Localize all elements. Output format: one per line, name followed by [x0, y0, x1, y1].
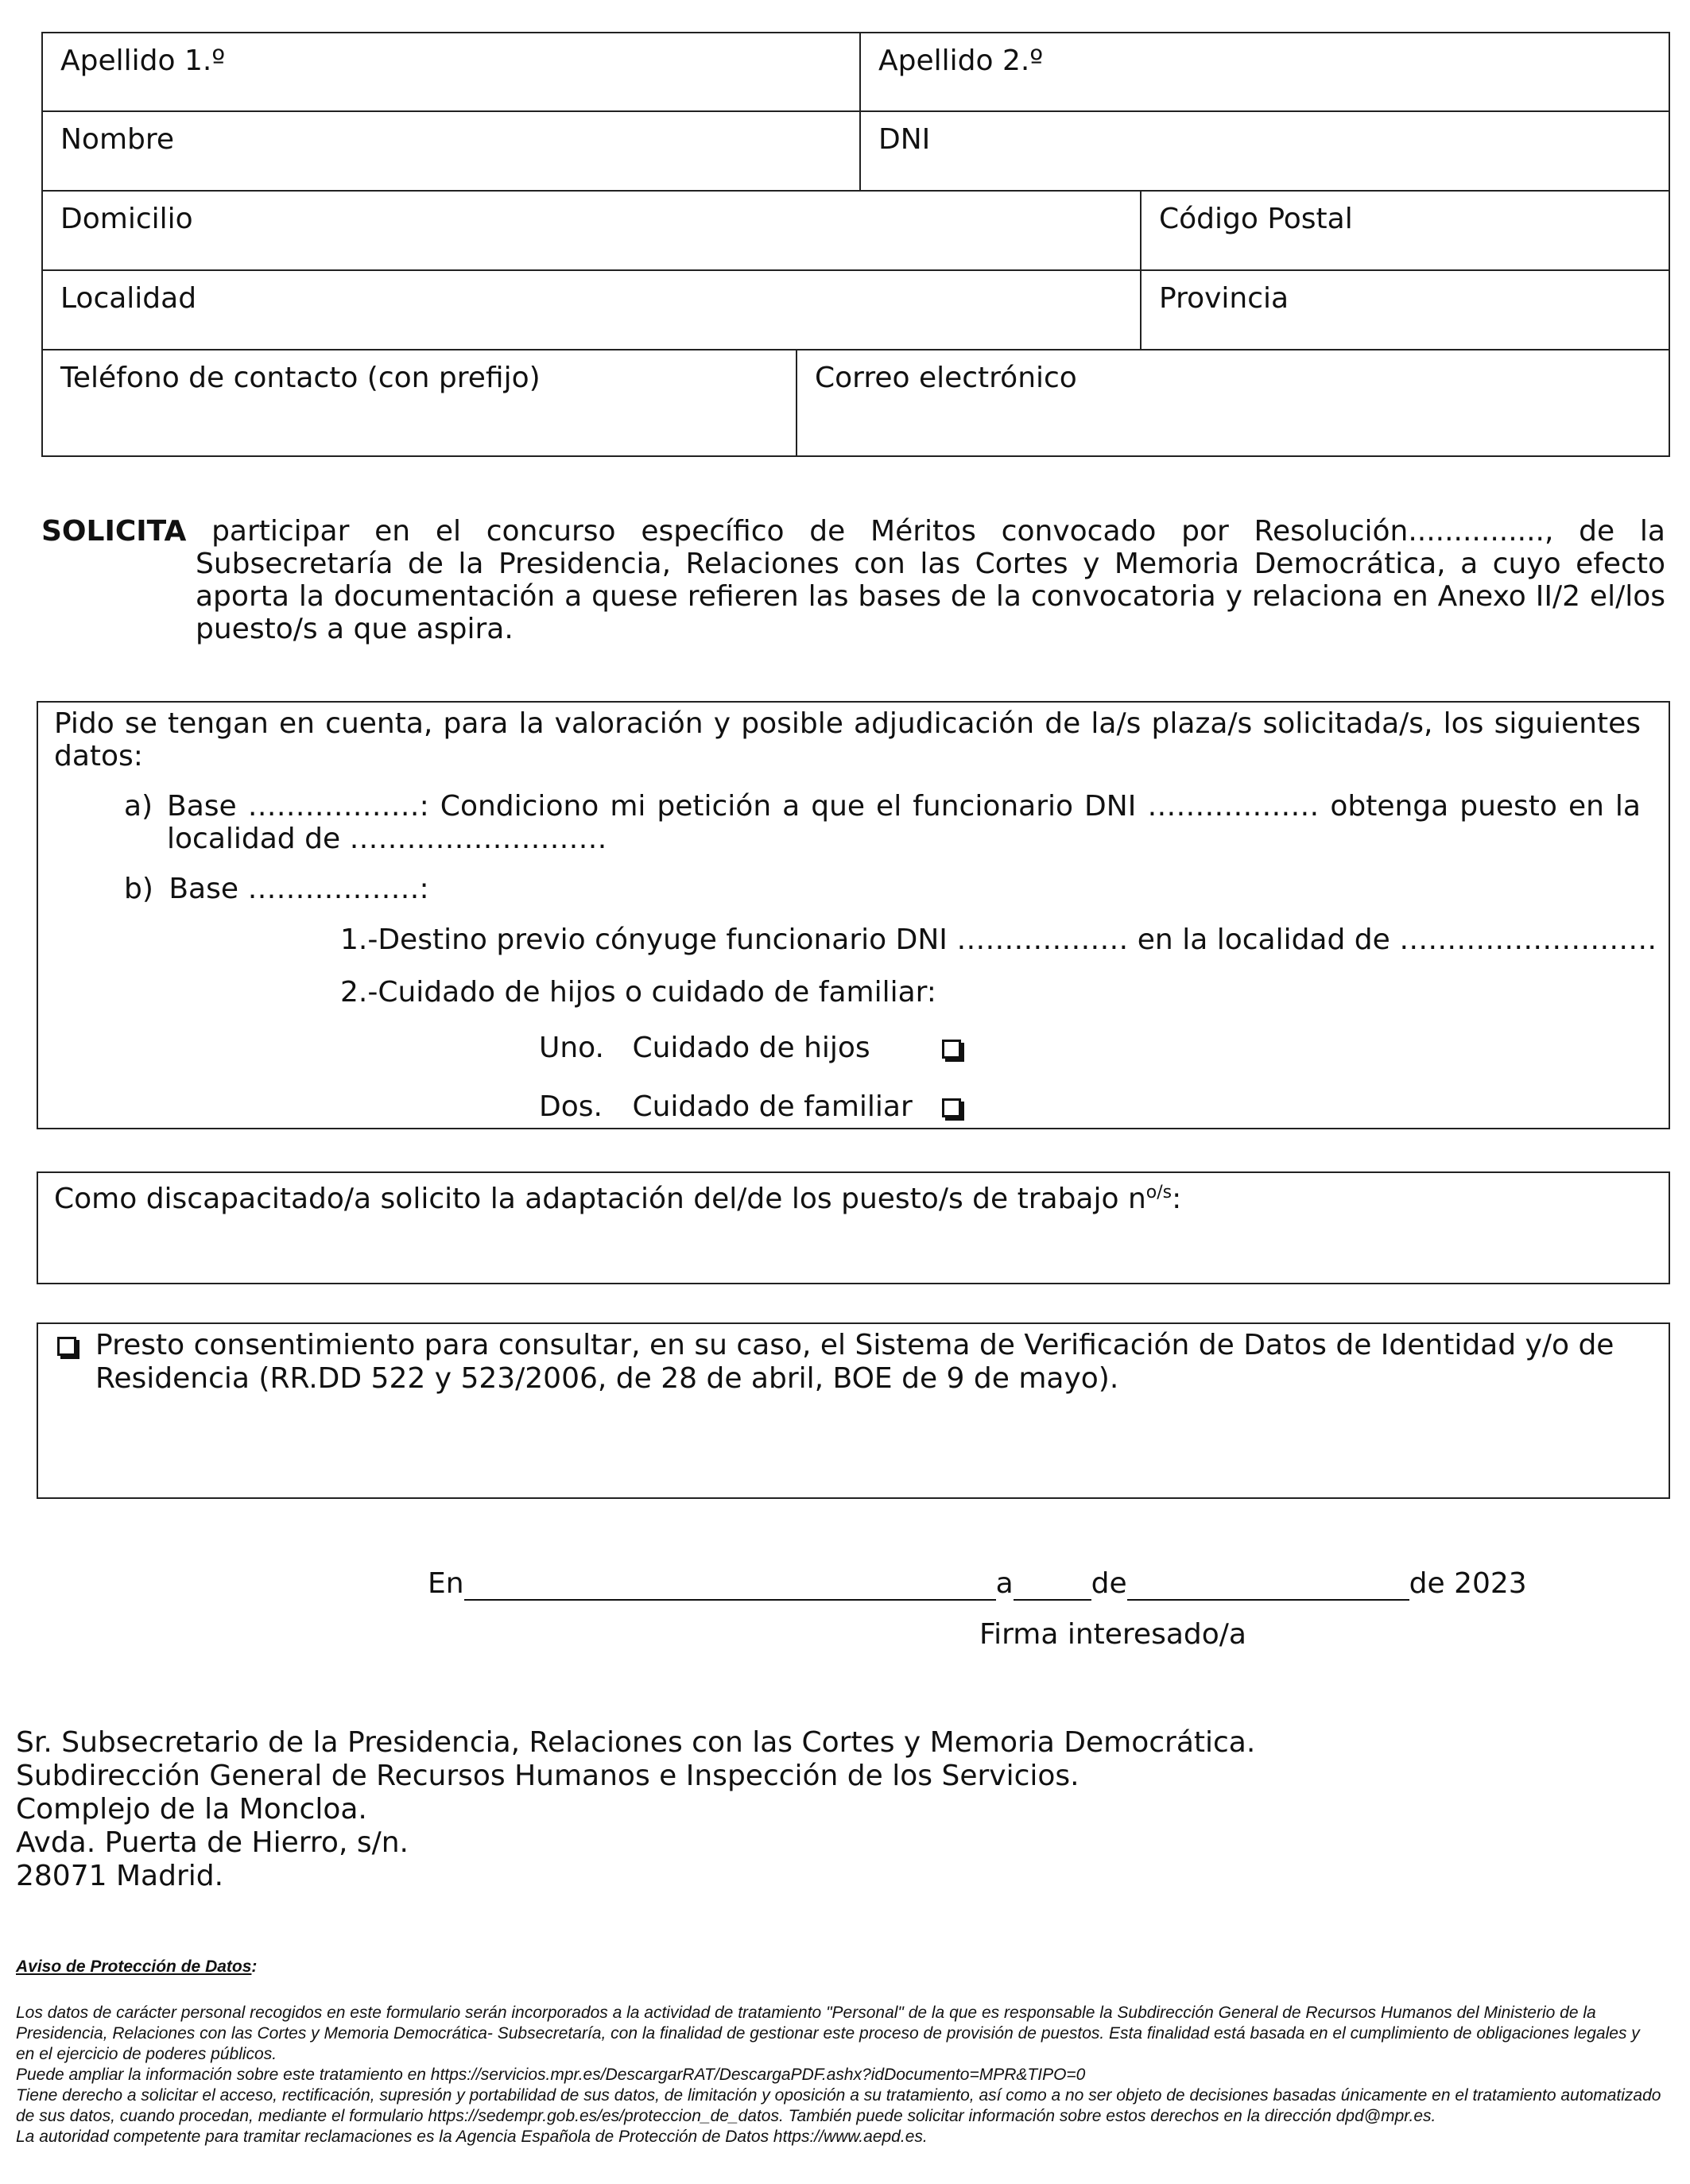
domicilio-label: Domicilio [60, 203, 193, 235]
correo-field[interactable] [796, 349, 1670, 457]
discapacidad-sup: o/s [1145, 1183, 1173, 1202]
dni-field[interactable] [859, 110, 1670, 192]
firma-de: de [1091, 1567, 1127, 1600]
discapacidad-label: Como discapacitado/a solicito la adaptación del/de los puesto/s de trabajo n [54, 1183, 1146, 1215]
codigo-postal-field[interactable] [1140, 190, 1670, 271]
localidad-field[interactable] [41, 269, 1142, 350]
lugar-line[interactable] [464, 1572, 996, 1601]
firma-en: En [428, 1567, 464, 1600]
consentimiento-checkbox[interactable] [57, 1337, 76, 1356]
mes-line[interactable] [1127, 1572, 1409, 1601]
aviso-title-text: Aviso de Protección de Datos [16, 1957, 252, 1976]
cuidado-familiar-checkbox[interactable] [942, 1098, 961, 1117]
datos-box [37, 701, 1670, 1129]
firma-line [428, 1567, 1527, 1601]
aviso-title [16, 1957, 257, 1977]
destinatario-line: Subdirección General de Recursos Humanos e Inspección de los Servicios. [16, 1760, 1080, 1792]
uno-text: Cuidado de hijos [632, 1032, 870, 1064]
aviso-p3: Tiene derecho a solicitar el acceso, rectificación, supresión y portabilidad de sus datos, de limitación y oposición a su tratamiento, así como a no ser objeto de decisiones basadas únicamente en el tratamiento automatizado de sus datos, cuando procedan, mediante el formulario https://sedempr.gob.es/es/proteccion_de_datos. También puede solicitar información sobre estos derechos en la dirección dpd@mpr.es. [16, 2086, 1661, 2125]
discapacidad-colon: : [1172, 1183, 1182, 1215]
dni-label: DNI [878, 123, 931, 156]
firma-a: a [995, 1567, 1014, 1600]
aviso-p4: La autoridad competente para tramitar reclamaciones es la Agencia Española de Protección de Datos https://www.aepd.es. [16, 2128, 928, 2146]
dos-text: Cuidado de familiar [632, 1090, 913, 1123]
destinatario-line: Sr. Subsecretario de la Presidencia, Relaciones con las Cortes y Memoria Democrática. [16, 1726, 1256, 1759]
apellido1-field[interactable] [41, 32, 861, 112]
aviso-p2: Puede ampliar la información sobre este tratamiento en https://servicios.mpr.es/DescargarRAT/DescargaPDF.ashx?idDocumento=MPR&TIPO=0 [16, 2066, 1086, 2084]
apellido2-label: Apellido 2.º [878, 45, 1044, 77]
aviso-p1: Los datos de carácter personal recogidos en este formulario serán incorporados a la actividad de tratamiento "Personal" de la que es responsable la Subdirección General de Recursos Humanos del Ministerio de la Presidencia, Relaciones con las Cortes y Memoria Democrática- Subsecretaría, con la finalidad de gestionar este proceso de provisión de puestos. Esta finalidad está basada en el cumplimiento de obligaciones legales y en el ejercicio de poderes públicos. [16, 2004, 1640, 2063]
provincia-field[interactable] [1140, 269, 1670, 350]
domicilio-field[interactable] [41, 190, 1142, 271]
firma-year: de 2023 [1409, 1567, 1527, 1600]
telefono-label: Teléfono de contacto (con prefijo) [60, 362, 541, 394]
firma-label: Firma interesado/a [979, 1618, 1246, 1651]
nombre-field[interactable] [41, 110, 861, 192]
destinatario [16, 1726, 1255, 1893]
item-b-marker: b) [124, 873, 153, 905]
provincia-label: Provincia [1159, 282, 1289, 315]
destinatario-line: 28071 Madrid. [16, 1860, 224, 1892]
datos-intro: Pido se tengan en cuenta, para la valoración y posible adjudicación de la/s plaza/s solicitada/s, los siguientes datos: [54, 707, 1641, 773]
aviso-title-colon: : [251, 1957, 258, 1976]
uno-label: Uno. [539, 1032, 605, 1064]
destinatario-line: Complejo de la Moncloa. [16, 1793, 367, 1826]
dia-line[interactable] [1014, 1572, 1091, 1601]
apellido1-label: Apellido 1.º [60, 45, 226, 77]
localidad-label: Localidad [60, 282, 197, 315]
apellido2-field[interactable] [859, 32, 1670, 112]
solicita-text: participar en el concurso específico de Méritos convocado por Resolución..............., de la Subsecretaría de la Presidencia, Relaciones con las Cortes y Memoria Democrática, a cuyo efecto aporta la documentación a quese refieren las bases de la convocatoria y relaciona en Anexo II/2 el/los puesto/s a que aspira. [196, 515, 1665, 645]
destinatario-line: Avda. Puerta de Hierro, s/n. [16, 1826, 409, 1859]
correo-label: Correo electrónico [815, 362, 1077, 394]
consentimiento-text: Presto consentimiento para consultar, en su caso, el Sistema de Verificación de Datos de Identidad y/o de Residencia (RR.DD 522 y 523/2006, de 28 de abril, BOE de 9 de mayo). [95, 1329, 1614, 1395]
item-b-text: Base ………………: [169, 873, 429, 905]
solicita-label: SOLICITA [41, 515, 187, 548]
discapacidad-text [54, 1176, 1181, 1216]
item-a-text: Base ………………: Condiciono mi petición a que el funcionario DNI ……………… obtenga puesto en la localidad de ……………………… [167, 790, 1641, 855]
dos-label: Dos. [539, 1090, 603, 1123]
cuidado-hijos-checkbox[interactable] [942, 1040, 961, 1059]
nombre-label: Nombre [60, 123, 175, 156]
discapacidad-box[interactable] [37, 1171, 1670, 1284]
telefono-field[interactable] [41, 349, 797, 457]
aviso-body [16, 2003, 1661, 2147]
item-a [124, 790, 1641, 855]
item-b [124, 873, 429, 906]
item-b1: 1.-Destino previo cónyuge funcionario DNI ……………… en la localidad de ……………………… [340, 924, 1657, 956]
option-dos [539, 1090, 961, 1124]
option-uno [539, 1032, 961, 1065]
consentimiento-box [37, 1322, 1670, 1499]
item-a-marker: a) [124, 790, 153, 823]
solicita-paragraph [41, 515, 1665, 645]
item-b2: 2.-Cuidado de hijos o cuidado de familiar: [340, 976, 936, 1009]
codigo-postal-label: Código Postal [1159, 203, 1353, 235]
